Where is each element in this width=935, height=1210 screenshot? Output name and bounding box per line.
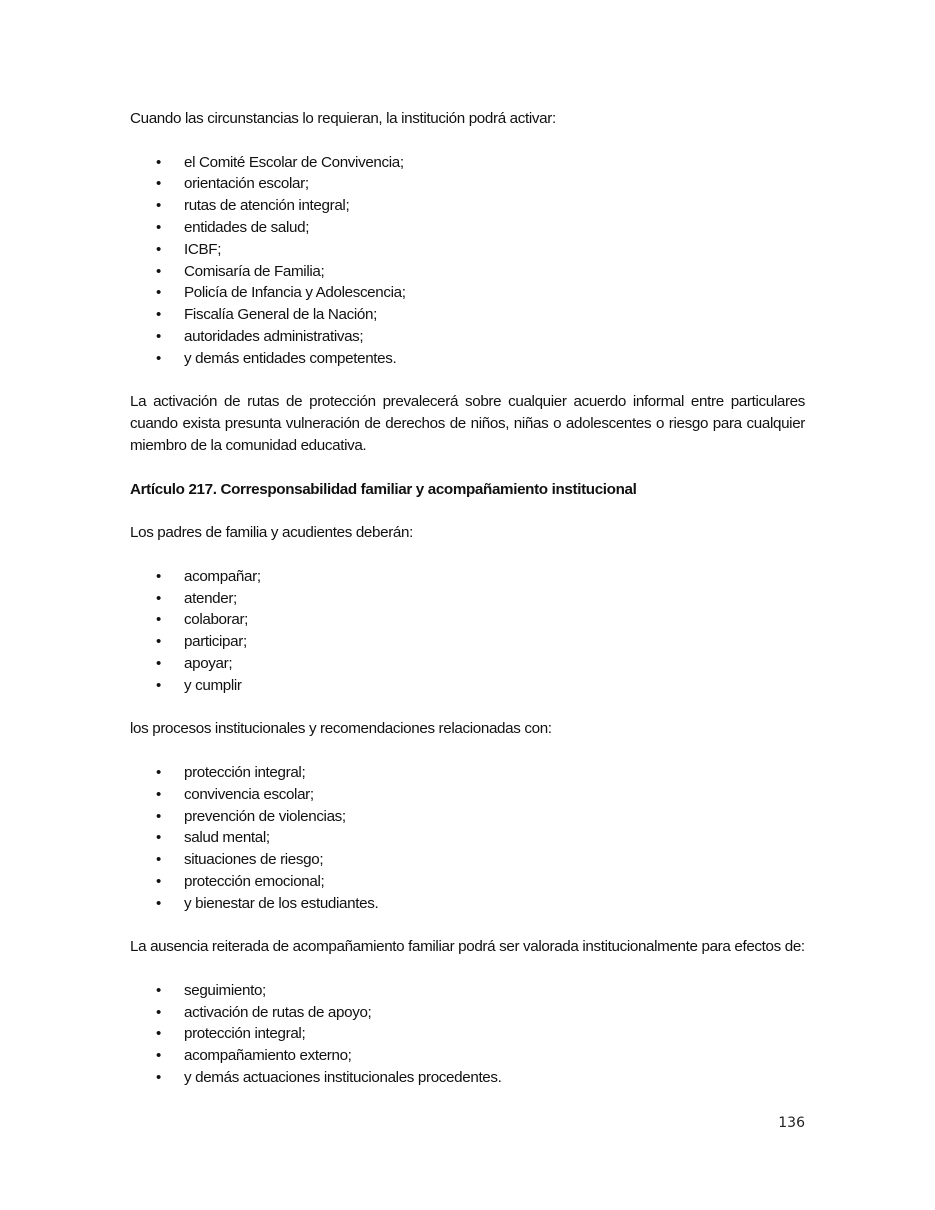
list-item: • acompañar;	[130, 566, 805, 588]
list-item: • colaborar;	[130, 609, 805, 631]
list-item: • Policía de Infancia y Adolescencia;	[130, 282, 805, 304]
list-item: • Comisaría de Familia;	[130, 261, 805, 283]
list-item: • ICBF;	[130, 239, 805, 261]
list-item: • salud mental;	[130, 827, 805, 849]
list-item: • el Comité Escolar de Convivencia;	[130, 152, 805, 174]
list-deberes	[130, 566, 805, 697]
prevalencia-paragraph: La activación de rutas de protección prevalecerá sobre cualquier acuerdo informal entre particulares cuando exista presunta vulneración de derechos de niños, niñas o adolescentes o riesgo para cualquier miembro de la comunidad educativa.	[130, 393, 805, 454]
list-item: • y demás entidades competentes.	[130, 348, 805, 370]
spacer	[130, 544, 805, 566]
list-temas	[130, 762, 805, 915]
list-item: • situaciones de riesgo;	[130, 849, 805, 871]
ausencia-intro: La ausencia reiterada de acompañamiento familiar podrá ser valorada institucionalmente para efectos de:	[130, 938, 805, 956]
spacer	[130, 914, 805, 936]
padres-intro: Los padres de familia y acudientes deberán:	[130, 524, 413, 542]
list-item: • y cumplir	[130, 675, 805, 697]
list-item: • participar;	[130, 631, 805, 653]
list-activar	[130, 152, 805, 370]
spacer	[130, 500, 805, 522]
list-item: • autoridades administrativas;	[130, 326, 805, 348]
spacer	[130, 697, 805, 719]
list-item: • acompañamiento externo;	[130, 1045, 805, 1067]
page-content	[130, 108, 805, 1089]
list-item: • entidades de salud;	[130, 217, 805, 239]
intro-paragraph: Cuando las circunstancias lo requieran, la institución podrá activar:	[130, 110, 556, 127]
list-item: • y bienestar de los estudiantes.	[130, 893, 805, 915]
spacer	[130, 740, 805, 762]
list-item: • y demás actuaciones institucionales procedentes.	[130, 1067, 805, 1089]
list-item: • seguimiento;	[130, 980, 805, 1002]
list-item: • orientación escolar;	[130, 173, 805, 195]
procesos-intro: los procesos institucionales y recomendaciones relacionadas con:	[130, 720, 552, 738]
list-item: • protección integral;	[130, 1023, 805, 1045]
list-item: • protección integral;	[130, 762, 805, 784]
spacer	[130, 130, 805, 152]
list-efectos	[130, 980, 805, 1089]
list-item: • Fiscalía General de la Nación;	[130, 304, 805, 326]
list-item: • activación de rutas de apoyo;	[130, 1002, 805, 1024]
article-heading: Artículo 217. Corresponsabilidad familiar y acompañamiento institucional	[130, 480, 637, 498]
list-item: • protección emocional;	[130, 871, 805, 893]
list-item: • apoyar;	[130, 653, 805, 675]
page-number: 136	[778, 1115, 805, 1131]
spacer	[130, 457, 805, 479]
list-item: • convivencia escolar;	[130, 784, 805, 806]
spacer	[130, 958, 805, 980]
list-item: • prevención de violencias;	[130, 806, 805, 828]
spacer	[130, 370, 805, 392]
list-item: • atender;	[130, 588, 805, 610]
list-item: • rutas de atención integral;	[130, 195, 805, 217]
